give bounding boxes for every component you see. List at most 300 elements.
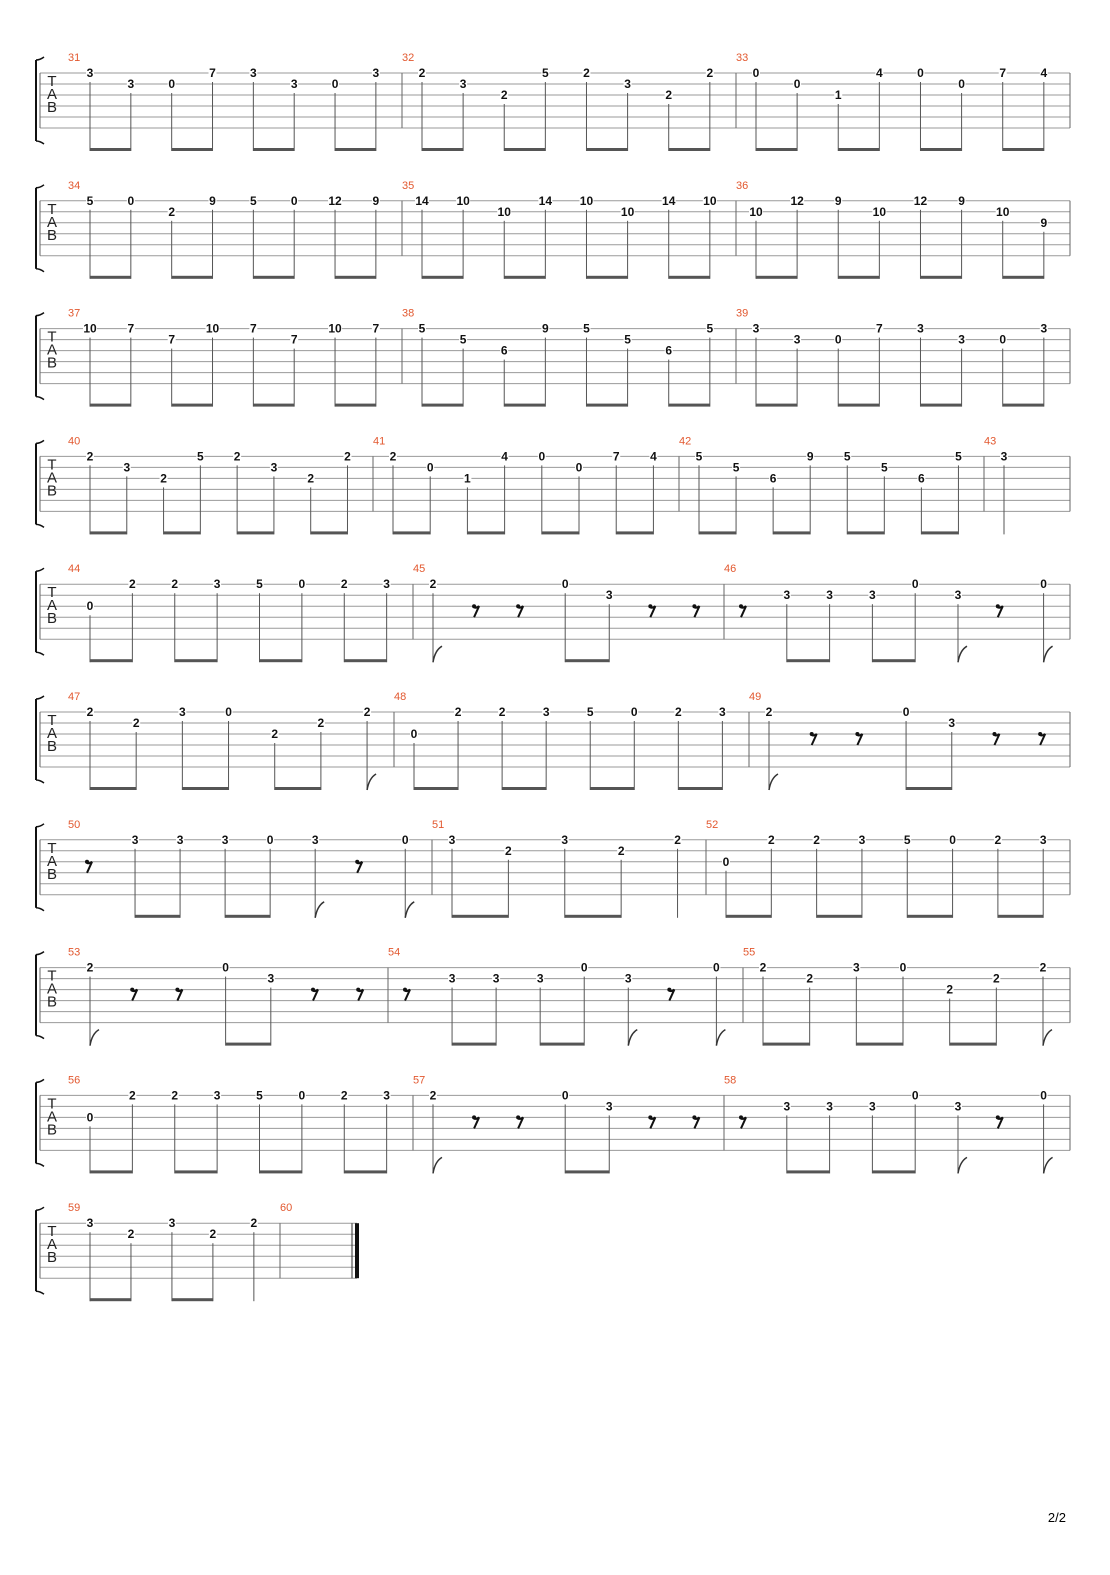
measure: [413, 1074, 724, 1173]
eighth-rest-dot: [648, 604, 652, 608]
eighth-flag: [367, 774, 376, 790]
fret-number: 0: [225, 705, 232, 719]
beam: [335, 148, 376, 151]
measure: [68, 691, 394, 790]
fret-number: 10: [872, 204, 887, 219]
beam: [586, 148, 627, 151]
fret-number: 2: [317, 716, 325, 730]
fret-number: 10: [749, 204, 763, 219]
fret-number: 5: [583, 321, 590, 336]
fret-number: 0: [949, 832, 956, 847]
beam: [586, 276, 627, 279]
beam: [135, 915, 180, 918]
eighth-rest-dot: [996, 604, 1000, 608]
eighth-rest-dot: [996, 1115, 1000, 1119]
fret-number: 0: [127, 193, 135, 208]
beam: [920, 276, 961, 279]
fret-number: 3: [492, 971, 500, 986]
fret-number: 3: [793, 332, 801, 347]
tab-clef-letter: T: [47, 328, 57, 346]
fret-number: 7: [127, 321, 135, 336]
eighth-rest-dot: [667, 988, 671, 992]
measure: [749, 691, 1070, 790]
tab-clef-letter: A: [46, 1108, 58, 1126]
beam: [504, 404, 545, 407]
eighth-rest-dot: [472, 1115, 476, 1119]
fret-number: 6: [500, 343, 508, 358]
beam: [590, 787, 634, 790]
measure-number: 33: [736, 52, 749, 64]
beam: [787, 659, 830, 662]
measure-number: 49: [749, 691, 762, 703]
beam: [565, 659, 609, 662]
tab-clef-letter: B: [46, 1249, 58, 1267]
measure-number: 38: [402, 307, 415, 320]
beam: [669, 404, 710, 407]
fret-number: 3: [250, 66, 257, 80]
measure: [394, 691, 749, 790]
measure-number: 40: [68, 435, 81, 448]
fret-number: 3: [783, 1099, 791, 1114]
fret-number: 2: [389, 449, 397, 464]
fret-number: 3: [86, 66, 94, 80]
beam: [253, 148, 294, 151]
measure-number: 36: [736, 179, 749, 192]
measure-number: 47: [68, 691, 81, 703]
measure: [68, 563, 413, 662]
tab-clef-letter: T: [47, 712, 57, 729]
fret-number: 0: [298, 1088, 306, 1103]
fret-number: 2: [171, 1088, 179, 1103]
beam: [838, 148, 879, 151]
eighth-flag: [1043, 1030, 1052, 1046]
beam: [90, 276, 131, 279]
fret-number: 2: [583, 66, 590, 80]
measure-number: 37: [68, 307, 81, 320]
beam: [90, 404, 131, 407]
beam: [225, 915, 270, 918]
beam: [175, 1170, 217, 1173]
tab-system: [36, 1074, 1070, 1173]
measure-number: 58: [724, 1074, 737, 1087]
beam: [275, 787, 321, 790]
fret-number: 3: [448, 832, 456, 847]
measure: [984, 435, 1070, 534]
beam: [452, 1043, 496, 1046]
beam: [182, 787, 228, 790]
fret-number: 0: [561, 1088, 569, 1103]
measure: [402, 52, 736, 151]
eighth-flag: [958, 1157, 967, 1173]
fret-number: 0: [290, 193, 298, 208]
measure-number: 45: [413, 563, 426, 576]
tab-system: [36, 691, 1070, 790]
tab-clef-letter: B: [46, 354, 58, 372]
fret-number: 2: [86, 960, 94, 975]
fret-number: 3: [86, 1216, 94, 1231]
fret-number: 2: [233, 449, 241, 464]
fret-number: 9: [958, 193, 965, 208]
beam: [504, 276, 545, 279]
fret-number: 2: [429, 1088, 437, 1103]
beam: [344, 1170, 386, 1173]
fret-number: 4: [1040, 66, 1048, 80]
fret-number: 3: [267, 971, 275, 986]
measure-number: 48: [394, 691, 407, 703]
eighth-rest-dot: [472, 604, 476, 608]
measure: [68, 947, 388, 1046]
fret-number: 5: [197, 449, 204, 464]
fret-number: 3: [290, 77, 298, 91]
fret-number: 2: [129, 577, 136, 592]
fret-number: 3: [624, 77, 631, 91]
tab-clef-letter: B: [46, 482, 58, 500]
fret-number: 0: [410, 727, 418, 741]
measure: [68, 1074, 413, 1173]
measure: [432, 819, 706, 918]
fret-number: 3: [917, 321, 924, 336]
fret-number: 9: [1040, 215, 1048, 230]
fret-number: 0: [902, 705, 910, 719]
beam: [669, 148, 710, 151]
beam: [1003, 148, 1044, 151]
tab-clef-letter: B: [46, 226, 58, 244]
final-barline-thick: [355, 1223, 359, 1278]
fret-number: 7: [290, 332, 298, 347]
beam: [260, 1170, 302, 1173]
beam: [838, 276, 879, 279]
fret-number: 3: [542, 705, 550, 719]
measure: [706, 819, 1070, 918]
fret-number: 3: [1040, 321, 1048, 336]
eighth-rest-dot: [855, 732, 859, 736]
fret-number: 0: [580, 960, 588, 975]
fret-number: 3: [954, 588, 962, 603]
measure: [402, 180, 736, 279]
fret-number: 3: [383, 577, 390, 592]
tab-clef-letter: B: [46, 99, 58, 116]
fret-number: 10: [579, 193, 594, 208]
fret-number: 0: [917, 66, 924, 80]
eighth-rest-dot: [311, 988, 315, 992]
measure-number: 43: [984, 435, 997, 448]
eighth-flag: [405, 902, 414, 918]
fret-number: 2: [617, 843, 625, 858]
beam: [838, 404, 879, 407]
beam: [847, 531, 884, 534]
eighth-flag: [1044, 1157, 1053, 1173]
fret-number: 12: [913, 193, 928, 208]
measure: [413, 563, 724, 662]
fret-number: 7: [250, 321, 257, 336]
beam: [172, 276, 213, 279]
fret-number: 3: [536, 971, 544, 986]
page-number: 2/2: [1047, 1510, 1066, 1525]
fret-number: 0: [331, 77, 339, 91]
beam: [726, 915, 771, 918]
eighth-rest-dot: [692, 604, 696, 608]
fret-number: 3: [131, 832, 139, 847]
fret-number: 5: [903, 832, 911, 847]
fret-number: 0: [298, 577, 306, 592]
fret-number: 6: [769, 471, 777, 486]
fret-number: 2: [500, 88, 508, 102]
fret-number: 5: [250, 193, 257, 208]
beam: [175, 659, 217, 662]
fret-number: 3: [752, 321, 760, 336]
fret-number: 2: [160, 471, 167, 486]
eighth-rest-dot: [85, 860, 89, 864]
tab-clef-letter: A: [46, 980, 58, 998]
fret-number: 3: [270, 460, 278, 475]
measure: [402, 308, 736, 407]
fret-number: 9: [542, 321, 549, 336]
fret-number: 2: [498, 705, 506, 719]
fret-number: 3: [948, 716, 956, 730]
tab-clef-letter: T: [47, 839, 57, 857]
beam: [950, 1043, 997, 1046]
fret-number: 10: [328, 321, 342, 336]
fret-number: 0: [538, 449, 546, 464]
fret-number: 2: [765, 705, 773, 719]
fret-number: 3: [221, 832, 229, 847]
measure: [68, 180, 402, 279]
tab-clef-letter: T: [47, 1223, 57, 1241]
fret-number: 3: [372, 66, 380, 80]
beam: [542, 531, 579, 534]
measure: [373, 435, 679, 534]
fret-number: 2: [665, 88, 673, 102]
beam: [907, 915, 952, 918]
fret-number: 3: [826, 588, 833, 603]
beam: [872, 659, 915, 662]
fret-number: 3: [176, 832, 184, 847]
tab-system: [36, 52, 1070, 151]
beam: [422, 276, 463, 279]
fret-number: 0: [401, 832, 409, 847]
fret-number: 2: [767, 832, 775, 847]
fret-number: 2: [992, 971, 1000, 986]
fret-number: 2: [454, 705, 462, 719]
beam: [335, 276, 376, 279]
fret-number: 14: [538, 193, 553, 208]
beam: [565, 915, 621, 918]
fret-number: 3: [1039, 832, 1047, 847]
eighth-flag: [433, 646, 442, 662]
fret-number: 0: [752, 66, 760, 80]
eighth-flag: [628, 1030, 637, 1046]
fret-number: 0: [999, 332, 1007, 347]
measure: [388, 947, 743, 1046]
beam: [311, 531, 348, 534]
beam: [90, 1298, 131, 1301]
tab-clef-letter: B: [46, 738, 58, 755]
measure-number: 50: [68, 818, 81, 831]
fret-number: 7: [612, 449, 620, 464]
measure-number: 53: [68, 946, 81, 959]
fret-number: 0: [958, 77, 965, 91]
eighth-rest-dot: [739, 604, 743, 608]
tab-clef-letter: A: [46, 469, 58, 487]
measure-number: 57: [413, 1074, 426, 1087]
measure: [736, 52, 1070, 151]
fret-number: 9: [834, 193, 842, 208]
eighth-rest-dot: [1038, 732, 1042, 736]
beam: [1003, 404, 1044, 407]
measure: [68, 435, 373, 534]
beam: [540, 1043, 584, 1046]
measure: [679, 435, 984, 534]
fret-number: 2: [813, 832, 820, 847]
eighth-rest-dot: [356, 988, 360, 992]
beam: [226, 1043, 271, 1046]
tab-clef-letter: T: [47, 200, 57, 218]
measure-number: 51: [432, 818, 445, 831]
beam: [260, 659, 302, 662]
fret-number: 0: [1040, 1088, 1047, 1103]
fret-number: 3: [1000, 449, 1008, 464]
beam: [763, 1043, 810, 1046]
beam: [565, 1170, 609, 1173]
fret-number: 4: [876, 66, 883, 80]
eighth-rest-dot: [403, 988, 407, 992]
fret-number: 7: [209, 66, 216, 80]
fret-number: 14: [662, 193, 676, 208]
tab-clef-letter: A: [46, 1236, 58, 1254]
measure-number: 54: [388, 946, 401, 959]
eighth-rest-dot: [810, 732, 814, 736]
beam: [452, 915, 508, 918]
fret-number: 5: [418, 321, 426, 336]
fret-number: 3: [605, 588, 613, 603]
fret-number: 2: [706, 66, 714, 80]
eighth-flag: [769, 774, 778, 790]
beam: [920, 404, 961, 407]
tab-system: [36, 308, 1070, 407]
fret-number: 2: [674, 705, 682, 719]
fret-number: 3: [561, 832, 569, 847]
measure-number: 31: [68, 52, 81, 64]
fret-number: 7: [876, 321, 883, 336]
tab-clef-letter: T: [47, 967, 57, 985]
fret-number: 5: [695, 449, 703, 464]
fret-number: 10: [703, 193, 717, 208]
beam: [1003, 276, 1044, 279]
fret-number: 5: [542, 66, 549, 80]
fret-number: 0: [1040, 577, 1047, 592]
beam: [172, 1298, 213, 1301]
measure: [68, 52, 402, 151]
fret-number: 3: [858, 832, 866, 847]
tab-clef-letter: T: [47, 1095, 57, 1113]
beam: [906, 787, 952, 790]
fret-number: 3: [123, 460, 131, 475]
fret-number: 2: [271, 727, 279, 741]
measure-number: 41: [373, 435, 386, 448]
fret-number: 0: [168, 77, 176, 91]
fret-number: 2: [505, 843, 512, 858]
beam: [422, 148, 463, 151]
beam: [756, 148, 797, 151]
fret-number: 2: [344, 449, 351, 464]
beam: [393, 531, 430, 534]
fret-number: 3: [383, 1088, 390, 1103]
fret-number: 5: [86, 193, 94, 208]
measure-number: 56: [68, 1074, 81, 1087]
eighth-rest-dot: [516, 1115, 520, 1119]
eighth-rest-dot: [516, 604, 520, 608]
tab-clef-letter: A: [46, 86, 58, 103]
fret-number: 5: [955, 449, 962, 464]
beam: [586, 404, 627, 407]
fret-number: 3: [826, 1099, 833, 1114]
measure: [724, 1074, 1070, 1173]
fret-number: 5: [459, 332, 467, 347]
fret-number: 3: [869, 588, 876, 603]
fret-number: 10: [83, 321, 97, 336]
fret-number: 0: [222, 960, 229, 975]
beam: [756, 404, 797, 407]
fret-number: 2: [340, 577, 348, 592]
beam: [172, 404, 213, 407]
fret-number: 0: [630, 705, 638, 719]
fret-number: 2: [429, 577, 437, 592]
eighth-rest-dot: [992, 732, 996, 736]
fret-number: 3: [954, 1099, 962, 1114]
tab-clef-letter: A: [46, 341, 58, 359]
fret-number: 3: [958, 332, 965, 347]
tab-clef-letter: A: [46, 725, 58, 742]
beam: [335, 404, 376, 407]
eighth-rest-dot: [175, 988, 179, 992]
fret-number: 5: [706, 321, 714, 336]
fret-number: 2: [340, 1088, 348, 1103]
fret-number: 3: [719, 705, 726, 719]
fret-number: 7: [372, 321, 380, 336]
fret-number: 3: [869, 1099, 876, 1114]
beam: [90, 659, 132, 662]
fret-number: 14: [415, 193, 429, 208]
fret-number: 2: [209, 1227, 217, 1242]
tab-system: [36, 947, 1070, 1046]
fret-number: 5: [843, 449, 851, 464]
tab-system: [36, 563, 1070, 662]
fret-number: 5: [586, 705, 594, 719]
beam: [90, 1170, 132, 1173]
fret-number: 1: [464, 471, 471, 486]
measure-number: 59: [68, 1202, 81, 1215]
tab-clef-letter: A: [46, 213, 58, 231]
fret-number: 2: [674, 832, 681, 847]
tab-clef-letter: B: [46, 993, 58, 1011]
beam: [504, 148, 545, 151]
measure: [736, 308, 1070, 407]
beam: [616, 531, 653, 534]
measure-number: 44: [68, 563, 81, 576]
measure: [68, 308, 402, 407]
beam: [467, 531, 504, 534]
fret-number: 0: [561, 577, 569, 592]
measure: [68, 819, 432, 918]
fret-number: 10: [620, 204, 635, 219]
fret-number: 10: [456, 193, 470, 208]
eighth-rest-dot: [648, 1115, 652, 1119]
eighth-rest-dot: [130, 988, 134, 992]
beam: [856, 1043, 903, 1046]
fret-number: 1: [834, 88, 842, 102]
tab-clef-letter: B: [46, 865, 58, 883]
eighth-flag: [958, 646, 967, 662]
